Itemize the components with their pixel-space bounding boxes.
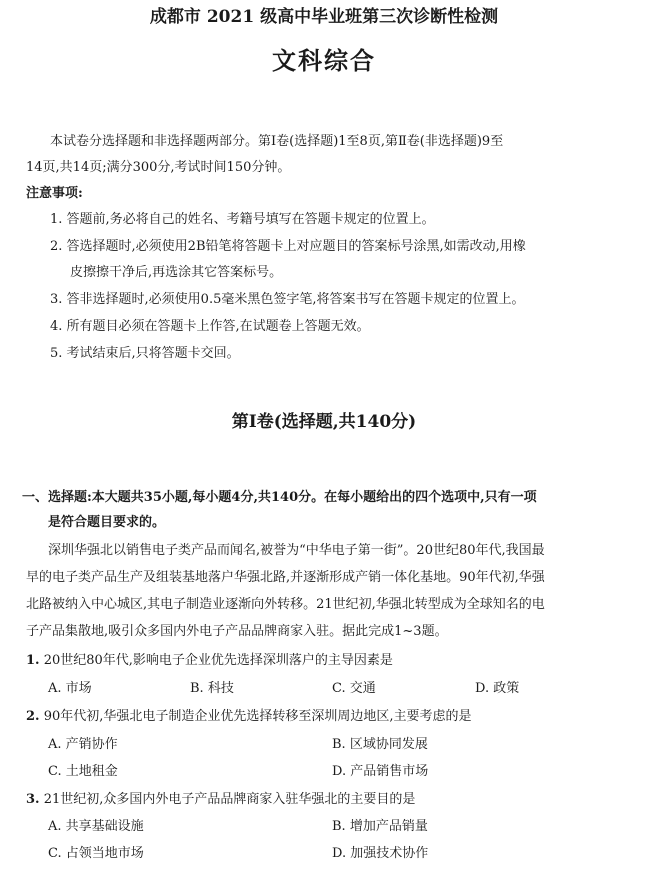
subject-title: 文科综合 xyxy=(272,46,376,75)
section-instruction-line-1: 一、选择题:本大题共35小题,每小题4分,共140分。在每小题给出的四个选项中,只有一项 xyxy=(22,490,537,505)
option-d: D. 政策 xyxy=(475,681,520,696)
intro-line-1: 本试卷分选择题和非选择题两部分。第Ⅰ卷(选择题)1至8页,第Ⅱ卷(非选择题)9至 xyxy=(50,134,504,149)
option-d: D. 产品销售市场 xyxy=(332,764,429,779)
notice-title: 注意事项: xyxy=(26,186,83,201)
passage-line: 子产品集散地,吸引众多国内外电子产品品牌商家入驻。据此完成1~3题。 xyxy=(26,624,448,639)
question-stem: 90年代初,华强北电子制造企业优先选择转移至深圳周边地区,主要考虑的是 xyxy=(43,709,472,724)
option-c: C. 占领当地市场 xyxy=(48,846,144,861)
section-title: 第Ⅰ卷(选择题,共140分) xyxy=(231,412,417,432)
notice-item: 2. 答选择题时,必须使用2B铅笔将答题卡上对应题目的答案标号涂黑,如需改动,用橡 xyxy=(50,239,526,254)
option-a: A. 市场 xyxy=(48,681,92,696)
notice-item: 3. 答非选择题时,必须使用0.5毫米黑色签字笔,将答案书写在答题卡规定的位置上。 xyxy=(50,292,525,307)
passage-line: 深圳华强北以销售电子类产品而闻名,被誉为“中华电子第一街”。20世纪80年代,我国最 xyxy=(48,543,545,558)
exam-title: 成都市 2021 级高中毕业班第三次诊断性检测 xyxy=(149,7,499,27)
notice-item-continuation: 皮擦擦干净后,再选涂其它答案标号。 xyxy=(70,265,283,280)
question-number: 1. xyxy=(26,653,40,668)
question-number: 3. xyxy=(26,792,40,807)
notice-item: 1. 答题前,务必将自己的姓名、考籍号填写在答题卡规定的位置上。 xyxy=(50,212,435,227)
passage-line: 早的电子类产品生产及组装基地落户华强北路,并逐渐形成产销一体化基地。90年代初,华强 xyxy=(26,570,545,585)
notice-item: 4. 所有题目必须在答题卡上作答,在试题卷上答题无效。 xyxy=(50,319,370,334)
question-number: 2. xyxy=(26,709,40,724)
option-b: B. 区域协同发展 xyxy=(332,737,428,752)
section-instruction-line-2: 是符合题目要求的。 xyxy=(48,515,166,530)
question-stem: 21世纪初,众多国内外电子产品品牌商家入驻华强北的主要目的是 xyxy=(43,792,416,807)
option-c: C. 交通 xyxy=(332,681,376,696)
question-2 xyxy=(26,708,472,726)
passage-line: 北路被纳入中心城区,其电子制造业逐渐向外转移。21世纪初,华强北转型成为全球知名的电 xyxy=(26,597,545,612)
question-stem: 20世纪80年代,影响电子企业优先选择深圳落户的主导因素是 xyxy=(43,653,393,668)
option-a: A. 产销协作 xyxy=(48,737,118,752)
option-b: B. 增加产品销量 xyxy=(332,819,428,834)
question-3 xyxy=(26,791,415,809)
option-d: D. 加强技术协作 xyxy=(332,846,429,861)
option-c: C. 土地租金 xyxy=(48,764,118,779)
option-a: A. 共享基础设施 xyxy=(48,819,144,834)
question-1 xyxy=(26,652,393,670)
notice-item: 5. 考试结束后,只将答题卡交回。 xyxy=(50,346,240,361)
intro-line-2: 14页,共14页;满分300分,考试时间150分钟。 xyxy=(26,160,291,175)
option-b: B. 科技 xyxy=(190,681,234,696)
